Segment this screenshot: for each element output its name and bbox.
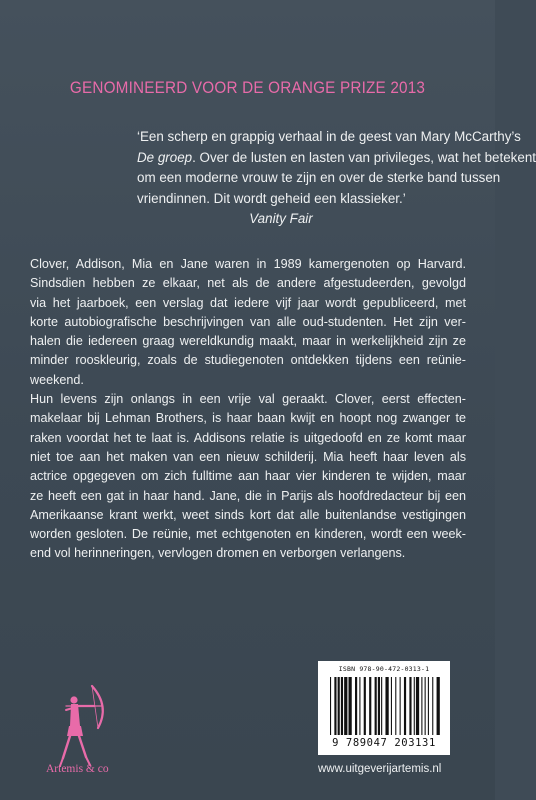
barcode-bar (425, 677, 426, 735)
barcode-bars (330, 677, 442, 735)
barcode-bar (400, 677, 401, 735)
quote-line: om een moderne vrouw te zijn en over de sterke band tussen (137, 170, 501, 185)
synopsis-line: Sindsdien hebben ze elkaar, net als de andere afgestudeerden, gevolgd (30, 276, 466, 291)
synopsis-line: Amerikaanse krant werkt, weet sinds kort dat alle buitenlandse vestigingen (30, 507, 466, 522)
synopsis-line: ze heeft een gat in haar hand. Jane, die in Parijs als hoofdredacteur bij een (30, 488, 466, 503)
barcode-bar (378, 677, 380, 735)
synopsis-line: niet toe aan het maken van een nieuw schilderij. Mia heeft haar leven als (30, 449, 466, 464)
barcode-bar (409, 677, 411, 735)
barcode-number: 9 789047 203131 (332, 737, 436, 749)
barcode-bar (421, 677, 422, 735)
publisher-url: www.uitgeverijartemis.nl (318, 763, 442, 775)
barcode-bar (404, 677, 406, 735)
synopsis-line: end vol herinneringen, vervlogen dromen en verborgen verlangens. (30, 546, 406, 561)
barcode-bar (330, 677, 331, 735)
archer-icon (52, 676, 122, 776)
barcode-bar (355, 677, 357, 735)
quote-line: ‘Een scherp en grappig verhaal in de geest van Mary McCarthy’s (137, 129, 521, 144)
barcode-bar (381, 677, 382, 735)
barcode-bar (338, 677, 340, 735)
barcode-bar (341, 677, 343, 735)
synopsis-line: via het jaarboek, een verslag dat iedere vijf jaar wordt gepubliceerd, met (30, 295, 466, 310)
barcode-bar (432, 677, 433, 735)
quote-source: Vanity Fair (249, 211, 313, 226)
barcode-bar (369, 677, 371, 735)
award-headline: GENOMINEERD VOOR DE ORANGE PRIZE 2013 (69, 78, 426, 97)
barcode-bar (344, 677, 347, 735)
barcode-bar (416, 677, 419, 735)
synopsis-line: raken voordat het te laat is. Addisons relatie is uitgedoofd en ze komt maar (30, 430, 466, 445)
quote-line (137, 148, 536, 169)
synopsis-line: worden gesloten. De reünie, met echtgenoten en kinderen, wordt een week- (30, 527, 466, 542)
quote-line-rest: . Over de lusten en lasten van privileges, wat het betekent (192, 149, 536, 165)
synopsis-paragraph-1 (30, 255, 466, 390)
synopsis-line: weekend. (30, 372, 84, 387)
barcode-bar (391, 677, 392, 735)
barcode-bar (437, 677, 440, 735)
quote-line: vriendinnen. Dit wordt geheid een klassieker.’ (137, 190, 406, 206)
synopsis-paragraph-2 (30, 390, 466, 564)
barcode-bar (395, 677, 396, 735)
barcode-bar (348, 677, 351, 735)
barcode-bar (385, 677, 388, 735)
synopsis-line: Clover, Addison, Mia en Jane waren in 1989 kamergenoten op Harvard. (30, 257, 466, 271)
synopsis-line: halen die iedereen graag wereldkundig maakt, maar in werkelijkheid zijn ze (30, 334, 466, 349)
barcode-bar (359, 677, 360, 735)
barcode-bar (364, 677, 366, 735)
synopsis-line: actrice opgegeven om zich fulltime aan haar vier kinderen te wijden, maar (30, 469, 466, 484)
barcode-bar (414, 677, 415, 735)
barcode-bar (375, 677, 377, 735)
barcode (318, 661, 450, 755)
synopsis-line: minder rooskleurig, zoals de studiegenoten ontdekken tijdens een reünie- (30, 353, 466, 368)
synopsis-line: korte autobiografische beschrijvingen van alle oud-studenten. Het zijn ver- (30, 314, 466, 329)
barcode-bar (428, 677, 429, 735)
synopsis (30, 255, 466, 564)
quote-book-title: De groep (137, 149, 193, 165)
review-quote (137, 127, 536, 230)
barcode-bar (334, 677, 336, 735)
synopsis-line: makelaar bij Lehman Brothers, is haar baan kwijt en hoopt nog zwanger te (30, 411, 466, 426)
isbn-label: ISBN 978-90-472-0313-1 (338, 665, 430, 673)
publisher-name: Artemis & co (46, 763, 109, 775)
synopsis-line: Hun levens zijn onlangs in een vrije val geraakt. Clover, eerst effecten- (30, 392, 466, 407)
